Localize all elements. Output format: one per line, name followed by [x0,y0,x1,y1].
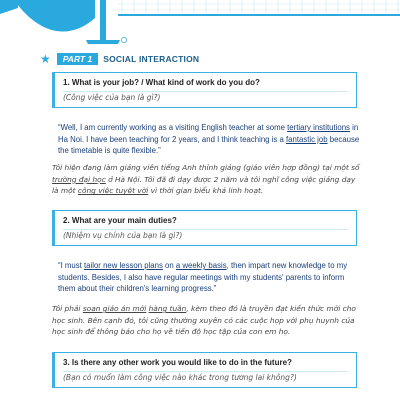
answer-2: “I must tailor new lesson plans on a weekly basis, then impart new knowledge to my students. Besides, I also have regular meetings with my students' parents to inform them about their children's learning progress.” [58,261,348,294]
part-badge: PART 1 [57,53,98,65]
highlight-phrase-vi: trường đại học [52,174,106,184]
question-box-2 [52,210,357,246]
highlight-phrase: fantastic job [285,134,328,144]
highlight-phrase: tertiary institutions [287,123,350,132]
question-3-vi: (Bạn có muốn làm công việc nào khác trong tương lai không?) [63,373,297,382]
registered-mark [121,37,126,42]
highlight-phrase-vi: hàng tuần [148,304,187,313]
answer-1-vi: Tôi hiện đang làm giảng viên tiếng Anh thỉnh giảng (giáo viên hợp đồng) tại một số trường đại học ở Hà Nội. Tôi đã đi dạy được 2 năm và tôi nghĩ công việc giảng dạy là một công việc tuyệt vời vì thời gian biểu khá linh hoạt. [52,163,360,196]
question-1: 1. What is your job? / What kind of work do you do? [63,78,260,87]
answer-2-vi: Tôi phải soạn giáo án mới hàng tuần, kèm theo đó là truyền đạt kiến thức mới cho học sinh. Bên cạnh đó, tôi cũng thường xuyên có các cuộc họp với phụ huynh của học sinh để thông báo cho họ về tiến độ học tập của con em họ. [52,304,356,337]
question-box-3 [52,352,357,388]
top-rule [118,14,400,16]
question-3: 3. Is there any other work you would like to do in the future? [63,358,292,367]
highlight-phrase: tailor new lesson plans [84,261,163,270]
question-box-1 [52,72,357,108]
highlight-phrase: a weekly basis [175,261,227,270]
answer-1: “Well, I am currently working as a visiting English teacher at some tertiary institutions in Ha Noi. I have been teaching for 2 years, and I think teaching is a fantastic job because the timetable is quite flexible.” [58,123,360,156]
book-number-graphic [0,0,400,50]
question-2-vi: (Nhiệm vụ chính của bạn là gì?) [63,231,183,240]
question-1-vi: (Công việc của bạn là gì?) [63,93,161,102]
highlight-phrase-vi: soạn giáo án mới [82,304,147,313]
numeral-base [86,40,120,44]
highlight-phrase-vi: công việc tuyệt vời [77,186,149,196]
swoosh-shape [14,0,95,32]
part-title: SOCIAL INTERACTION [103,54,200,64]
grid-pattern [118,0,400,14]
corner-shape [0,0,18,14]
question-2: 2. What are your main duties? [63,216,177,225]
numeral-stem [100,0,106,40]
part-header [40,52,199,66]
star-icon: ★ [40,52,51,66]
